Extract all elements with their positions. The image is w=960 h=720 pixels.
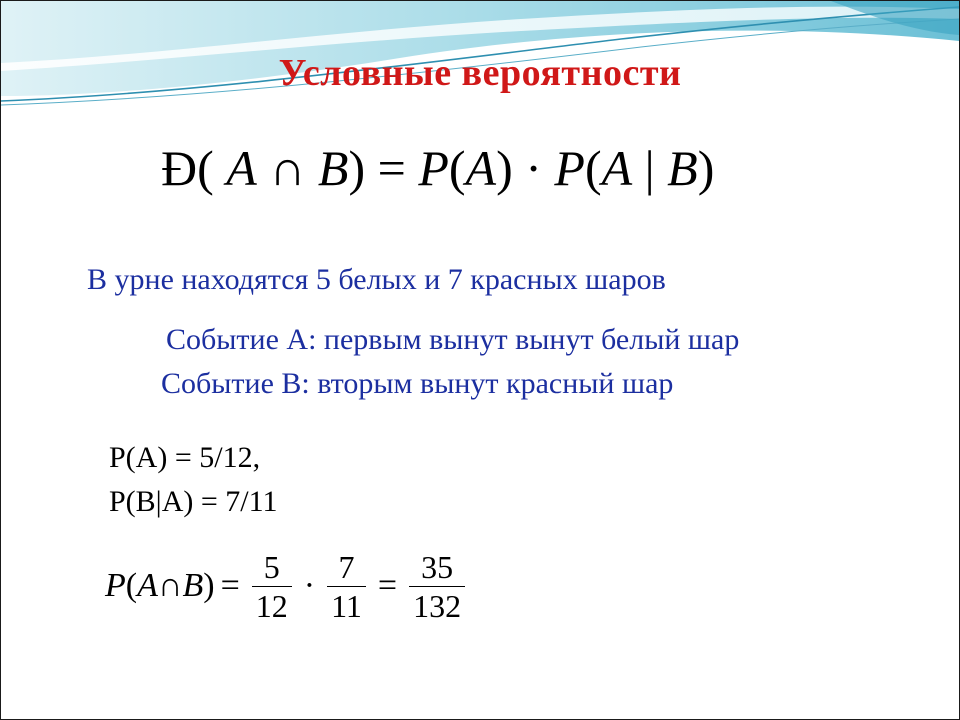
formula-p2: P [554,140,585,196]
formula-cond-a: A [601,140,633,196]
fraction-2 [327,548,366,625]
calc-a: A [137,567,158,604]
calc-equals: = [220,567,240,604]
formula-dot: · [525,140,542,196]
formula-cond-b: B [667,140,698,196]
fraction-3-num: 35 [421,548,454,585]
formula-bar: | [644,140,655,196]
probability-a: Р(А) = 5/12, [109,441,261,474]
formula-var-b: B [317,140,349,196]
fraction-3-den: 132 [413,587,462,624]
calc-cap: ∩ [157,567,183,604]
calc-dot: · [303,567,316,604]
formula-cap: ∩ [269,140,306,196]
probability-b-given-a: Р(В|А) = 7/11 [109,485,278,518]
calc-p: P [105,567,126,604]
formula-rhs-a: A [465,140,497,196]
calc-b: B [182,567,204,604]
formula-equals: = [377,140,406,196]
fraction-1-num: 5 [263,548,280,585]
formula-p-symbol: Ð [161,140,198,196]
event-a-text: Событие А: первым вынут вынут белый шар [166,323,740,356]
fraction-1-den: 12 [255,587,288,624]
main-formula: Ð( A ∩ B) = P(A) · P(A | B) [161,140,715,196]
fraction-3 [409,548,465,625]
calculation-formula: P ( A ∩ B ) = $\frac{5}{12}$ · $\frac{7}{11}$ = $\frac{35}{132}$ [105,541,471,631]
calc-equals-2: = [377,567,398,604]
problem-condition: В урне находятся 5 белых и 7 красных шаров [87,263,666,296]
event-b-text: Событие В: вторым вынут красный шар [161,367,674,400]
fraction-1 [252,548,292,625]
fraction-2-num: 7 [338,548,355,585]
formula-p1: P [418,140,449,196]
formula-var-a: A [226,140,257,196]
fraction-2-den: 11 [331,587,362,624]
slide-title: Условные вероятности [278,52,682,94]
